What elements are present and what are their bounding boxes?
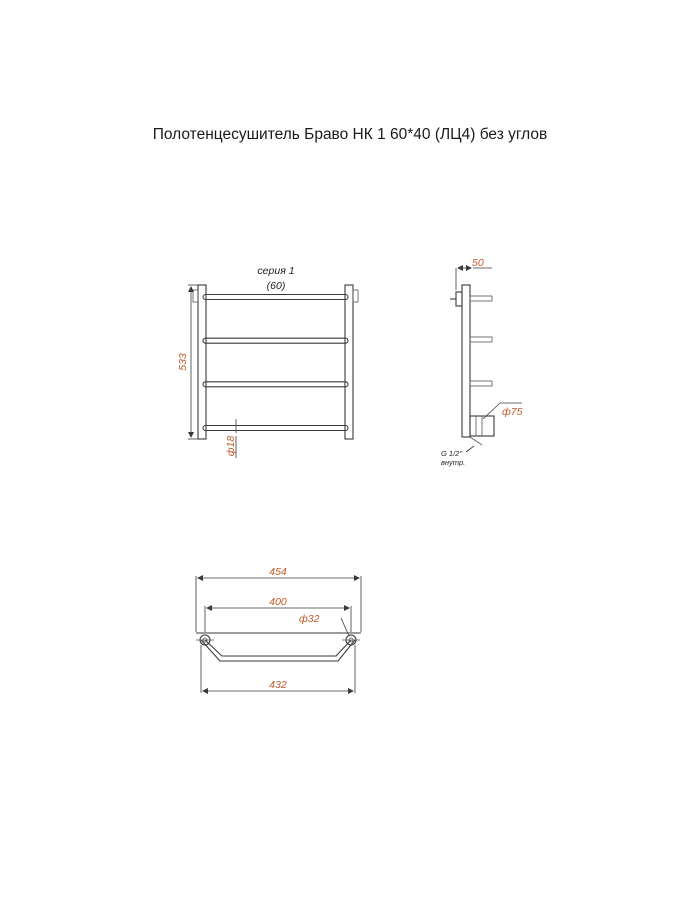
thread-note: внутр. <box>441 458 466 467</box>
height-dimension: 533 <box>177 353 189 371</box>
thread-label: G 1/2" <box>441 449 463 458</box>
rail-1 <box>203 295 348 300</box>
tube-outer <box>205 640 351 656</box>
flange-diameter: ф75 <box>502 406 523 418</box>
series-value: (60) <box>266 280 286 292</box>
left-top-mount <box>193 290 198 302</box>
side-top-flange <box>456 292 462 306</box>
overall-width-dimension: 454 <box>269 566 287 578</box>
page-title: Полотенцесушитель Браво НК 1 60*40 (ЛЦ4) без углов <box>152 126 548 143</box>
rail-2 <box>203 338 348 343</box>
side-rail-stub-1 <box>470 296 492 301</box>
side-upright <box>462 285 470 437</box>
center-distance-dimension: 400 <box>269 596 287 608</box>
rails-group <box>203 295 348 431</box>
side-rail-stub-3 <box>470 381 492 386</box>
top-view <box>196 566 361 693</box>
left-upright <box>198 285 206 439</box>
rail-3 <box>203 382 348 387</box>
series-label: серия 1 <box>257 265 295 277</box>
side-rail-stub-2 <box>470 337 492 342</box>
tube-diameter: ф32 <box>299 613 320 625</box>
front-view <box>177 265 358 458</box>
side-view <box>441 257 523 467</box>
bar-diameter: ф18 <box>225 435 237 457</box>
rail-4 <box>203 426 348 431</box>
tube-inner <box>201 640 355 661</box>
right-top-mount <box>353 290 358 302</box>
offset-dimension: 50 <box>472 257 484 269</box>
right-upright <box>345 285 353 439</box>
bottom-width-dimension: 432 <box>269 679 287 691</box>
